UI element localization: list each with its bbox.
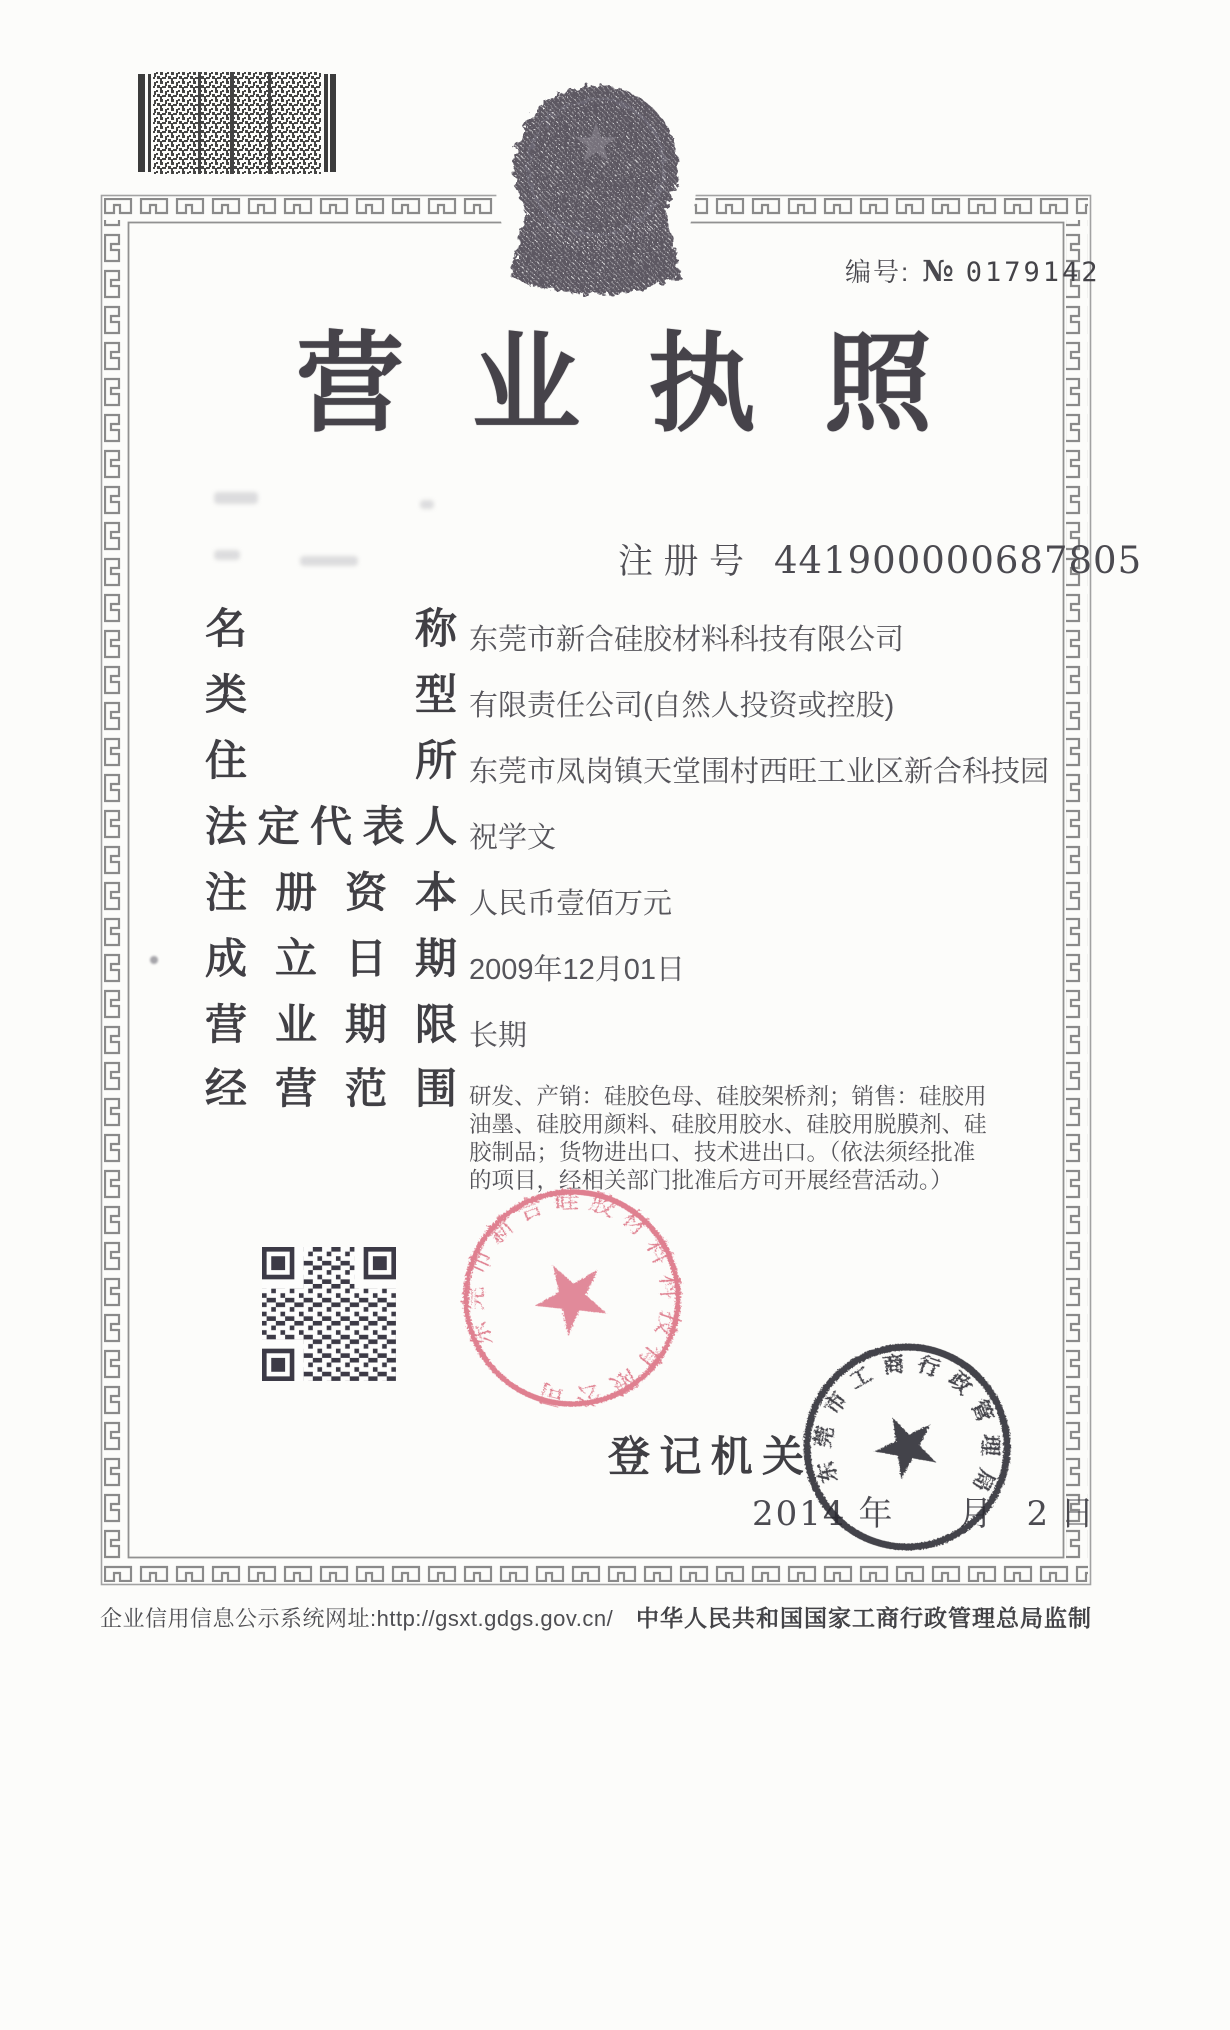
label-char: 营 <box>205 1001 248 1048</box>
label-char: 册 <box>274 869 317 916</box>
day-unit: 日 <box>1060 1495 1095 1533</box>
field-row-establishment-date <box>205 935 686 988</box>
month-unit: 月 <box>958 1495 993 1533</box>
registration-number-label <box>618 534 744 584</box>
label-char: 本 <box>414 869 457 916</box>
title-char: 执 <box>647 323 756 444</box>
field-value: 东莞市新合硅胶材料科技有限公司 <box>469 624 905 656</box>
field-row-business-term <box>205 1001 528 1054</box>
label-char: 定 <box>257 803 300 850</box>
page-title <box>296 322 932 446</box>
label-char: 期 <box>344 1001 387 1048</box>
label-char: 立 <box>274 935 317 982</box>
field-value: 长期 <box>469 1020 528 1052</box>
field-value: 东莞市凤岗镇天堂围村西旺工业区新合科技园 <box>469 756 1050 788</box>
label-char: 围 <box>414 1065 457 1112</box>
field-label <box>205 1001 457 1048</box>
label-char: 限 <box>414 1001 457 1048</box>
title-char: 业 <box>471 323 580 444</box>
label-char: 业 <box>274 1001 317 1048</box>
registration-number-value: 441900000687805 <box>774 539 1143 582</box>
field-row-address <box>205 737 1050 790</box>
label-char: 人 <box>414 803 457 850</box>
scan-smudge <box>214 492 258 504</box>
company-seal-stamp <box>456 1182 688 1414</box>
serial-number: 0179142 <box>965 257 1101 288</box>
barcode-image <box>138 72 336 174</box>
label-char: 记 <box>659 1433 702 1480</box>
footer-issuer-text: 中华人民共和国国家工商行政管理总局监制 <box>636 1605 1092 1631</box>
label-char: 所 <box>414 737 457 784</box>
scan-smudge <box>420 500 434 509</box>
scan-smudge <box>150 956 158 964</box>
label-char: 称 <box>414 605 457 652</box>
field-label <box>205 1065 457 1112</box>
label-char: 资 <box>344 869 387 916</box>
regno-label-char: 注 <box>618 542 654 581</box>
label-char: 法 <box>205 803 248 850</box>
national-emblem-icon <box>496 70 696 305</box>
business-scope-text: 研发、产销：硅胶色母、硅胶架桥剂；销售：硅胶用油墨、硅胶用颜料、硅胶用胶水、硅胶用脱膜剂、硅胶制品；货物进出口、技术进出口。（依法须经批准的项目，经相关部门批准后方可开展经营活动。） <box>469 1084 987 1193</box>
label-char: 类 <box>205 671 248 718</box>
regno-label-char: 册 <box>663 542 699 581</box>
label-char: 范 <box>344 1065 387 1112</box>
registrar-seal-stamp <box>796 1336 1018 1558</box>
field-value: 2009年12月01日 <box>469 954 686 986</box>
label-char: 名 <box>205 605 248 652</box>
year-unit: 年 <box>858 1495 893 1533</box>
label-char: 代 <box>309 803 352 850</box>
field-row-type <box>205 671 895 724</box>
field-value: 有限责任公司(自然人投资或控股) <box>469 690 895 722</box>
scan-smudge <box>300 556 358 566</box>
field-label <box>205 803 457 850</box>
field-row-registered-capital <box>205 869 673 922</box>
field-value: 人民币壹佰万元 <box>469 888 673 920</box>
footer-public-info-url: 企业信用信息公示系统网址:http://gsxt.gdgs.gov.cn/ <box>100 1606 614 1631</box>
issue-year: 2014 <box>752 1494 847 1534</box>
field-value: 祝学文 <box>469 822 557 854</box>
registration-number-line <box>618 534 1142 584</box>
registration-authority-label <box>608 1424 804 1484</box>
company-seal-text: 东莞市新合硅胶材料科技有限公司 <box>459 1185 685 1412</box>
field-row-name <box>205 605 905 658</box>
label-char: 机 <box>710 1433 753 1480</box>
title-char: 营 <box>296 323 405 444</box>
field-label <box>205 605 457 652</box>
field-row-business-scope <box>205 1065 997 1195</box>
issue-day: 2 <box>1026 1494 1049 1534</box>
label-char: 登 <box>608 1433 651 1480</box>
label-char: 型 <box>414 671 457 718</box>
field-label <box>205 935 457 982</box>
title-char: 照 <box>823 323 932 444</box>
regno-label-char: 号 <box>708 542 744 581</box>
field-label <box>205 671 457 718</box>
label-char: 成 <box>205 935 248 982</box>
serial-number-line <box>845 252 1101 289</box>
label-char: 注 <box>205 869 248 916</box>
scan-smudge <box>214 550 240 560</box>
label-char: 经 <box>205 1065 248 1112</box>
label-char: 关 <box>761 1433 804 1480</box>
qr-code-image <box>262 1247 396 1381</box>
label-char: 表 <box>362 803 405 850</box>
registrar-seal-text: 东莞市工商行政管理局 <box>810 1350 1003 1505</box>
field-row-legal-representative <box>205 803 557 856</box>
label-char: 住 <box>205 737 248 784</box>
field-label <box>205 737 457 784</box>
label-char: 日 <box>344 935 387 982</box>
label-char: 期 <box>414 935 457 982</box>
serial-label: 编号: <box>845 257 911 287</box>
field-label <box>205 869 457 916</box>
label-char: 营 <box>274 1065 317 1112</box>
numero-symbol: № <box>922 254 954 288</box>
